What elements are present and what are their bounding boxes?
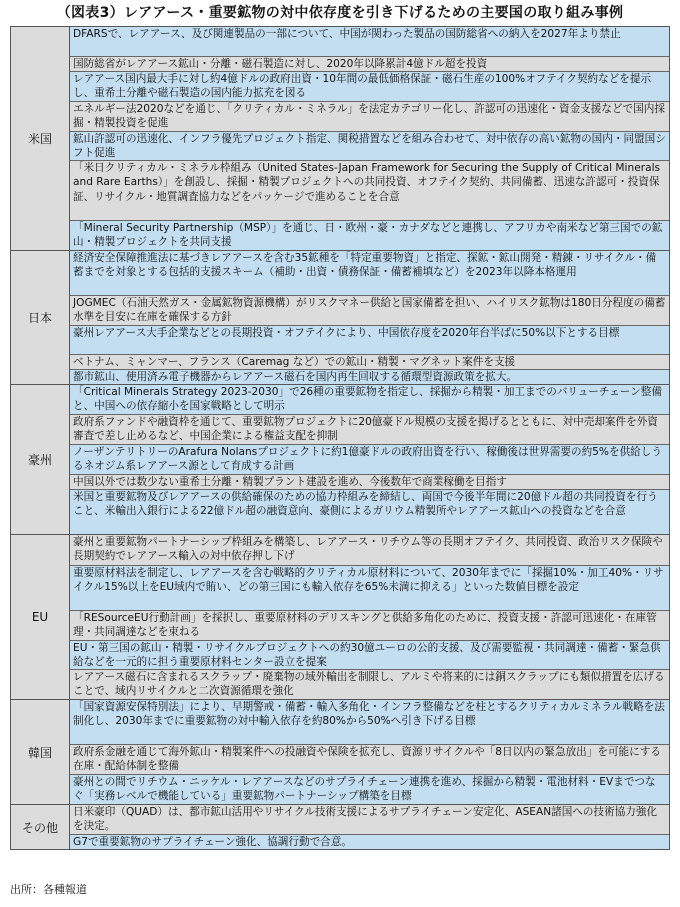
measure-row: 都市鉱山、使用済み電子機器からレアアース磁石を国内再生回収する循環型資源政策を拡大。 — [70, 369, 669, 384]
measure-list — [70, 251, 669, 384]
measure-row: G7で重要鉱物のサプライチェーン強化、協調行動で合意。 — [70, 834, 669, 849]
measure-row: 日米豪印（QUAD）は、都市鉱山活用やリサイクル技術支援によるサプライチェーン安定化、ASEAN諸国への技術協力強化を決定。 — [70, 805, 669, 834]
measure-row: JOGMEC（石油天然ガス・金属鉱物資源機構）がリスクマネー供給と国家備蓄を担い、ハイリスク鉱物は180日分程度の備蓄水準を目安に在庫を確保する方針 — [70, 295, 669, 325]
country-group-japan — [11, 250, 669, 384]
measure-list — [70, 535, 669, 699]
measure-row: 豪州レアアース大手企業などとの長期投資・オフテイクにより、中国依存度を2020年台半ばに50%以下とする目標 — [70, 325, 669, 354]
measure-row: 国防総省がレアアース鉱山・分離・磁石製造に対し、2020年以降累計4億ドル超を投資 — [70, 56, 669, 71]
country-group-us — [11, 27, 669, 250]
country-cell: その他 — [11, 805, 70, 849]
measure-row: レアアース磁石に含まれるスクラップ・廃棄物の域外輸出を制限し、アルミや将来的には銅スクラップにも類似措置を広げることで、域内リサイクルと二次資源循環を強化 — [70, 669, 669, 699]
measure-row: ノーザンテリトリーのArafura Nolansプロジェクトに約1億豪ドルの政府出資を行い、稼働後は世界需要の約5%を供給しうるネオジム系レアアース源として育成する計画 — [70, 444, 669, 474]
country-cell: EU — [11, 535, 70, 699]
country-cell: 米国 — [11, 27, 70, 250]
measure-row: 「Critical Minerals Strategy 2023-2030」で26種の重要鉱物を指定し、採掘から精製・加工までのバリューチェーン整備と、中国への依存縮小を国家戦略として明示 — [70, 385, 669, 414]
country-cell: 豪州 — [11, 385, 70, 534]
measure-list — [70, 700, 669, 804]
measure-row: 政府系ファンドや融資枠を通じて、重要鉱物プロジェクトに20億豪ドル規模の支援を掲げるとともに、対中売却案件を外資審査で差し止めるなど、中国企業による権益支配を抑制 — [70, 414, 669, 444]
measure-row: DFARSで、レアアース、及び関連製品の一部について、中国が関わった製品の国防総省への納入を2027年より禁止 — [70, 27, 669, 56]
measure-row: 経済安全保障推進法に基づきレアアースを含む35鉱種を「特定重要物資」と指定、探鉱・鉱山開発・精錬・リサイクル・備蓄までを対象とする包括的支援スキーム（補助・出資・債務保証・備蓄補填など）を2023年以降本格運用 — [70, 251, 669, 295]
policy-table — [10, 26, 670, 850]
measure-row: 鉱山許認可の迅速化、インフラ優先プロジェクト指定、関税措置などを組み合わせて、対中依存の高い鉱物の国内・同盟国シフト促進 — [70, 131, 669, 160]
country-group-eu — [11, 534, 669, 699]
measure-row: 「Mineral Security Partnership（MSP）」を通じ、日・欧州・豪・カナダなどと連携し、アフリカや南米など第三国での鉱山・精製プロジェクトを共同支援 — [70, 220, 669, 250]
measure-row: 米国と重要鉱物及びレアアースの供給確保のための協力枠組みを締結し、両国で今後半年間に20億ドル超の共同投資を行うこと、米輸出入銀行による22億ドル超の融資意向、豪側によるガリウム精製所やレアアース鉱山への投資などを合意 — [70, 489, 669, 534]
measure-row: 中国以外では数少ない重希土分離・精製プラント建設を進め、今後数年で商業稼働を目指す — [70, 474, 669, 489]
measure-list — [70, 805, 669, 849]
measure-row: 「米日クリティカル・ミネラル枠組み（United States-Japan Framework for Securing the Supply of Critical Minerals and Rare Earths）」を創設し、採掘・精製プロジェクトへの共同投資、オフテイク契約、共同備蓄、迅速な許認可・投資保証、リサイクル・地質調査協力などをパッケージで進めることを合意 — [70, 160, 669, 220]
measure-list — [70, 385, 669, 534]
measure-row: 豪州との間でリチウム・ニッケル・レアアースなどのサプライチェーン連携を進め、採掘から精製・電池材料・EVまでつなぐ「実務レベルで機能している」重要鉱物パートナーシップ構築を目標 — [70, 774, 669, 804]
measure-row: EU・第三国の鉱山・精製・リサイクルプロジェクトへの約30億ユーロの公的支援、及び需要監視・共同調達・備蓄・緊急供給などを一元的に担う重要原材料センター設立を提案 — [70, 640, 669, 669]
country-group-korea — [11, 699, 669, 804]
measure-row: 政府系金融を通じて海外鉱山・精製案件への投融資や保険を拡充し、資源リサイクルや「8日以内の緊急放出」を可能にする在庫・配給体制を整備 — [70, 744, 669, 774]
country-group-other — [11, 804, 669, 849]
measure-row: 豪州と重要鉱物パートナーシップ枠組みを構築し、レアアース・リチウム等の長期オフテイク、共同投資、政治リスク保険や長期契約でレアアース輸入の対中依存押し下げ — [70, 535, 669, 565]
country-cell: 韓国 — [11, 700, 70, 804]
source-note: 出所：各種報道 — [10, 883, 87, 896]
measure-row: エネルギー法2020などを通じ、「クリティカル・ミネラル」を法定カテゴリー化し、許認可の迅速化・資金支援などで国内採掘・精製投資を促進 — [70, 101, 669, 131]
country-cell: 日本 — [11, 251, 70, 384]
measure-row: 「RESourceEU行動計画」を採択し、重要原材料のデリスキングと供給多角化のために、投資支援・許認可迅速化・在庫管理・共同調達などを束ねる — [70, 610, 669, 640]
measure-row: ベトナム、ミャンマー、フランス（Caremag など）での鉱山・精製・マグネット案件を支援 — [70, 354, 669, 369]
figure-title: （図表3）レアアース・重要鉱物の対中依存度を引き下げるための主要国の取り組み事例 — [56, 5, 624, 21]
measure-row: 重要原材料法を制定し、レアアースを含む戦略的クリティカル原材料について、2030年までに「採掘10%・加工40%・リサイクル15%以上をEU域内で賄い、どの第三国にも輸入依存を65%未満に抑える」といった数値目標を設定 — [70, 565, 669, 610]
measure-row: レアアース国内最大手に対し約4億ドルの政府出資・10年間の最低価格保証・磁石生産の100%オフテイク契約などを提示し、重希土分離や磁石製造の国内能力拡充を図る — [70, 71, 669, 101]
country-group-australia — [11, 384, 669, 534]
measure-list — [70, 27, 669, 250]
measure-row: 「国家資源安保特別法」により、早期警戒・備蓄・輸入多角化・インフラ整備などを柱とするクリティカルミネラル戦略を法制化し、2030年までに重要鉱物の対中輸入依存を約80%から50%へ引き下げる目標 — [70, 700, 669, 744]
